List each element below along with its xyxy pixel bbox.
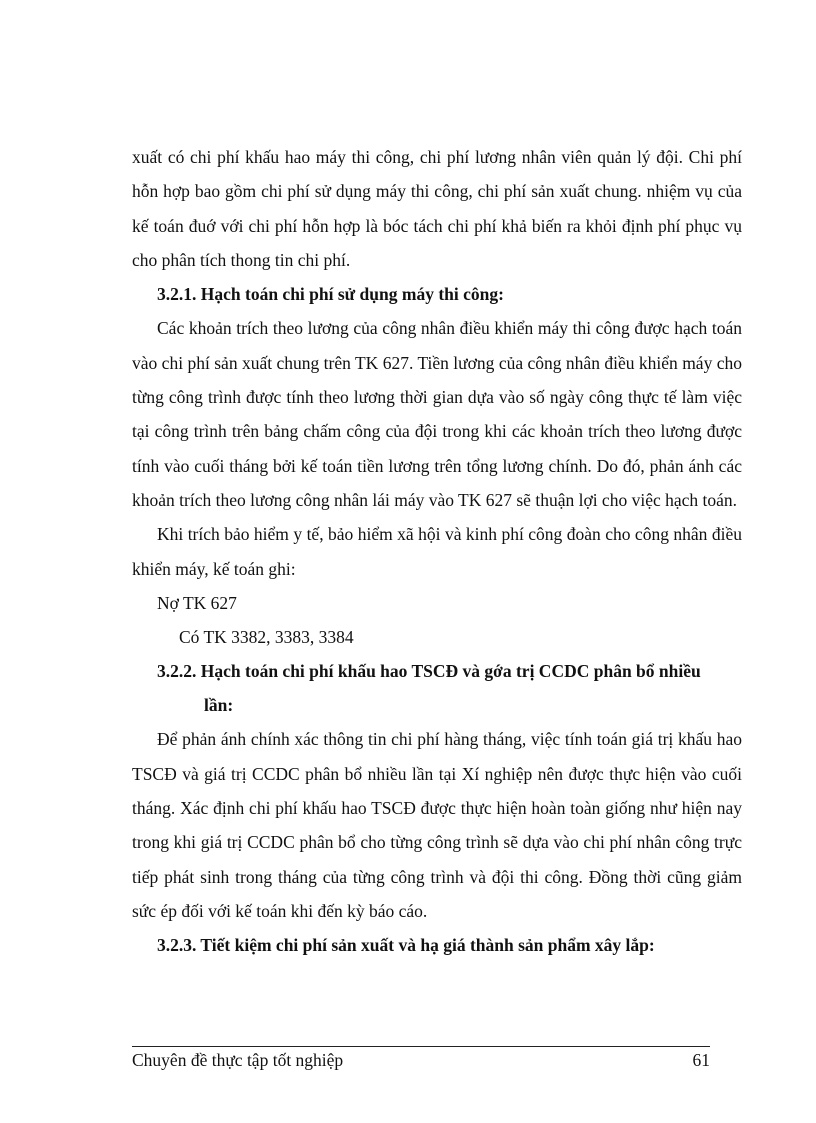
- heading-3-2-3: 3.2.3. Tiết kiệm chi phí sản xuất và hạ giá thành sản phẩm xây lắp:: [157, 935, 655, 956]
- page-number: 61: [692, 1050, 710, 1070]
- footer-title: Chuyên đề thực tập tốt nghiệp: [132, 1050, 344, 1070]
- intro-paragraph: xuất có chi phí khấu hao máy thi công, chi phí lương nhân viên quản lý đội. Chi phí hỗn hợp bao gồm chi phí sử dụng máy thi công, chi phí sản xuất chung. nhiệm vụ của kế toán đuớ với chi phí hỗn hợp là bóc tách chi phí khả biến ra khỏi định phí phục vụ cho phân tích thong tin chi phí.: [132, 147, 742, 270]
- journal-entry-debit: Nợ TK 627: [157, 592, 237, 613]
- page-footer: [132, 1050, 710, 1071]
- paragraph-3-2-2: Để phản ánh chính xác thông tin chi phí hàng tháng, việc tính toán giá trị khấu hao TSCĐ và giá trị CCDC phân bổ nhiều lần tại Xí nghiệp nên được thực hiện vào cuối tháng. Xác định chi phí khấu hao TSCĐ được thực hiện hoàn toàn giống như hiện nay trong khi giá trị CCDC phân bổ cho từng công trình sẽ dựa vào chi phí nhân công trực tiếp phát sinh trong tháng của từng công trình và đội thi công. Đồng thời cũng giảm sức ép đối với kế toán khi đến kỳ báo cáo.: [132, 729, 742, 921]
- heading-3-2-1: 3.2.1. Hạch toán chi phí sử dụng máy thi công:: [157, 284, 504, 305]
- paragraph-3-2-1-b: Khi trích bảo hiểm y tế, bảo hiểm xã hội và kinh phí công đoàn cho công nhân điều khiển máy, kế toán ghi:: [132, 524, 742, 579]
- journal-entry-credit: Có TK 3382, 3383, 3384: [179, 627, 354, 648]
- heading-3-2-2: [132, 654, 742, 722]
- heading-3-2-2-line1: 3.2.2. Hạch toán chi phí khấu hao TSCĐ và gớa trị CCDC phân bổ nhiều: [157, 661, 701, 682]
- page-body: [132, 140, 742, 963]
- footer-divider: [132, 1046, 710, 1047]
- paragraph-3-2-1-a: Các khoản trích theo lương của công nhân điều khiển máy thi công được hạch toán vào chi phí sản xuất chung trên TK 627. Tiền lương của công nhân điều khiển máy cho từng công trình được tính theo lương thời gian dựa vào số ngày công thực tế làm việc tại công trình trên bảng chấm công của đội trong khi các khoản trích theo lương được tính vào cuối tháng bởi kế toán tiền lương trên tổng lương chính. Do đó, phản ánh các khoản trích theo lương công nhân lái máy vào TK 627 sẽ thuận lợi cho việc hạch toán.: [132, 318, 742, 510]
- heading-3-2-2-line2: lần:: [204, 695, 234, 716]
